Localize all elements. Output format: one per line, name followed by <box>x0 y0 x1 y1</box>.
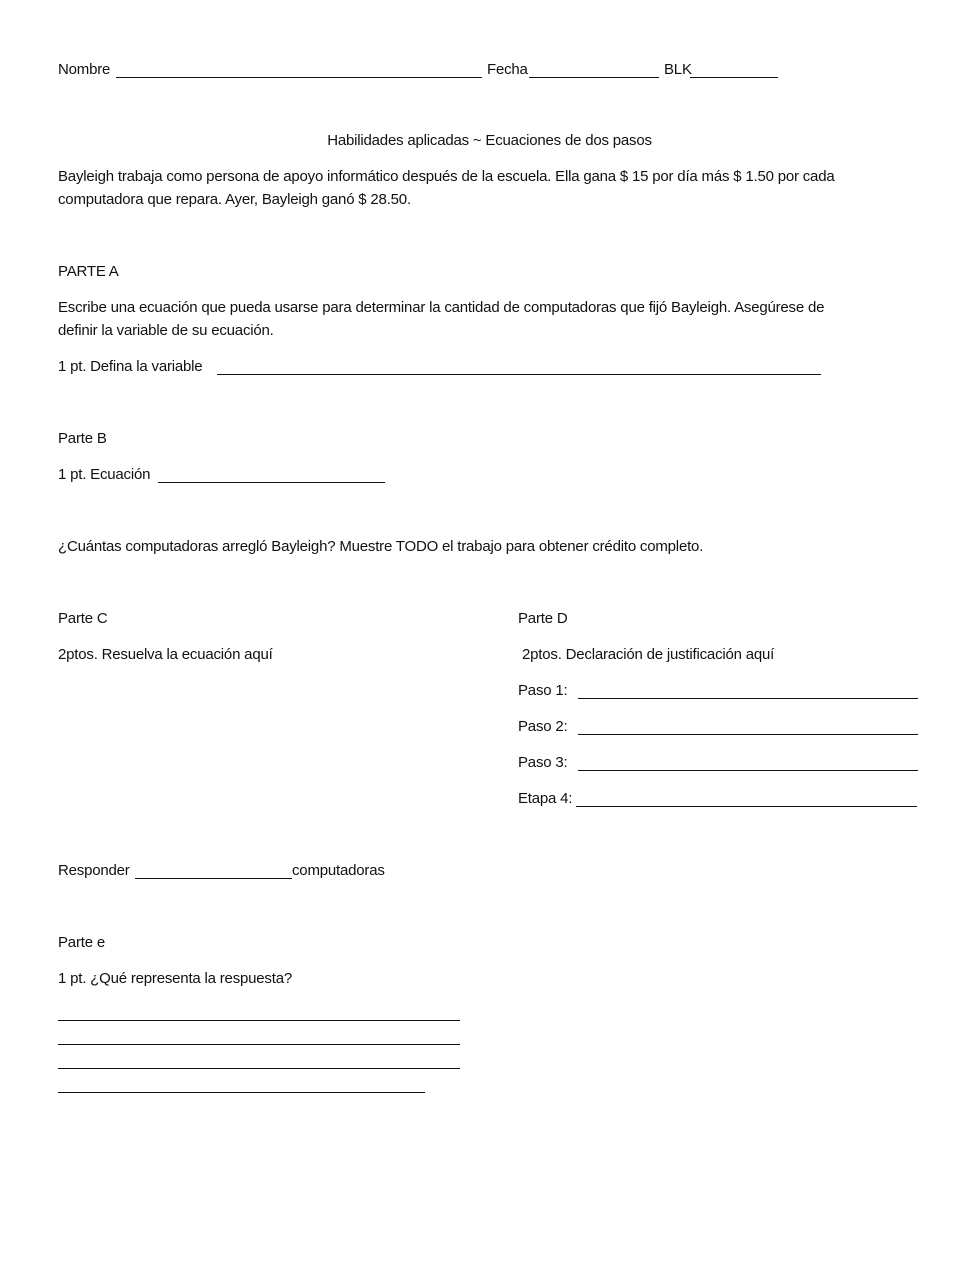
block-label: BLK <box>664 61 692 78</box>
step-4-field[interactable] <box>576 806 917 807</box>
part-a-heading: PARTE A <box>58 263 119 280</box>
response-line-1[interactable] <box>58 1020 460 1021</box>
page-title: Habilidades aplicadas ~ Ecuaciones de dos pasos <box>327 132 652 149</box>
part-d-heading: Parte D <box>518 610 568 627</box>
answer-field[interactable] <box>135 878 292 879</box>
part-e-heading: Parte e <box>58 934 105 951</box>
part-a-prompt-line1: Escribe una ecuación que pueda usarse para determinar la cantidad de computadoras que fijó Bayleigh. Asegúrese de <box>58 299 825 316</box>
part-b-heading: Parte B <box>58 430 107 447</box>
question-text: ¿Cuántas computadoras arregló Bayleigh? Muestre TODO el trabajo para obtener crédito completo. <box>58 538 704 555</box>
response-line-4[interactable] <box>58 1092 425 1093</box>
part-a-prompt-line2: definir la variable de su ecuación. <box>58 322 274 339</box>
block-field[interactable] <box>690 77 778 78</box>
variable-field[interactable] <box>217 374 821 375</box>
problem-text-line2: computadora que repara. Ayer, Bayleigh ganó $ 28.50. <box>58 191 411 208</box>
equation-field[interactable] <box>158 482 385 483</box>
name-label: Nombre <box>58 61 111 78</box>
date-field[interactable] <box>529 77 659 78</box>
part-c-instruction: 2ptos. Resuelva la ecuación aquí <box>58 646 273 663</box>
name-field[interactable] <box>116 77 482 78</box>
date-label: Fecha <box>487 61 528 78</box>
equation-label: 1 pt. Ecuación <box>58 466 151 483</box>
response-line-2[interactable] <box>58 1044 460 1045</box>
step-2-field[interactable] <box>578 734 918 735</box>
problem-text-line1: Bayleigh trabaja como persona de apoyo informático después de la escuela. Ella gana $ 15 por día más $ 1.50 por cada <box>58 168 835 185</box>
part-d-instruction: 2ptos. Declaración de justificación aquí <box>522 646 775 663</box>
part-c-heading: Parte C <box>58 610 108 627</box>
part-e-question: 1 pt. ¿Qué representa la respuesta? <box>58 970 292 987</box>
step-3-label: Paso 3: <box>518 754 568 771</box>
answer-label: Responder <box>58 862 130 879</box>
answer-unit: computadoras <box>292 862 385 879</box>
step-4-label: Etapa 4: <box>518 790 573 807</box>
step-1-label: Paso 1: <box>518 682 568 699</box>
step-3-field[interactable] <box>578 770 918 771</box>
step-2-label: Paso 2: <box>518 718 568 735</box>
step-1-field[interactable] <box>578 698 918 699</box>
response-line-3[interactable] <box>58 1068 460 1069</box>
variable-label: 1 pt. Defina la variable <box>58 358 203 375</box>
